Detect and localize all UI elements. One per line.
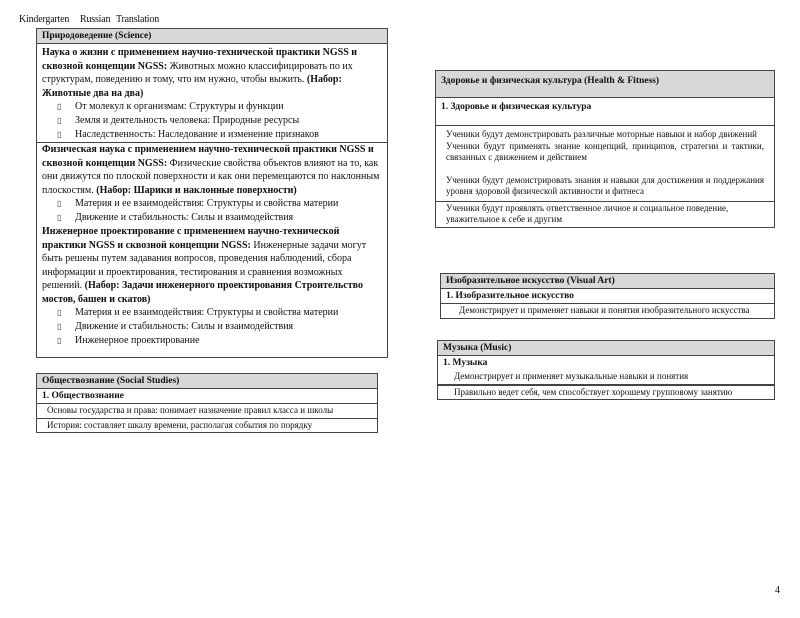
square-bullet-icon: ▯ <box>57 199 62 208</box>
table-row: Ученики будут проявлять ответственное личное и социальное поведение, уважительное к себе и другим <box>446 202 729 224</box>
visual-art-section <box>440 273 775 319</box>
square-bullet-icon: ▯ <box>57 322 62 331</box>
music-subhead: 1. Музыка <box>443 358 488 368</box>
list-item: ▯ Движение и стабильность: Силы и взаимодействия <box>57 321 294 332</box>
health-title: Здоровье и физическая культура (Health & Fitness) <box>436 71 774 98</box>
list-item: ▯ От молекул к организмам: Структуры и функции <box>57 101 284 112</box>
header-translation: Translation <box>116 14 159 25</box>
table-row: Основы государства и права: понимает назначение правил класса и школы <box>37 404 377 419</box>
physical-science-paragraph <box>37 143 387 197</box>
list-item: ▯ Инженерное проектирование <box>57 335 200 346</box>
life-science-kit: (Набор: Животные два на два) <box>42 74 342 99</box>
spacer <box>446 164 764 175</box>
science-section <box>36 28 388 358</box>
engineering-text: Инженерные задачи могут быть решены путем задавания вопросов, проведения наблюдений, сбора информации и проектирования, тестирования и сравнения возможных решений. <box>42 239 367 291</box>
health-section <box>435 70 775 228</box>
health-goal-1: Ученики будут демонстрировать различные моторные навыки и набор движений <box>446 129 757 139</box>
list-item: ▯ Движение и стабильность: Силы и взаимодействия <box>57 212 294 223</box>
square-bullet-icon: ▯ <box>57 102 62 111</box>
health-subhead: 1. Здоровье и физическая культура <box>436 98 774 126</box>
science-block-life <box>37 44 387 142</box>
music-title: Музыка (Music) <box>438 341 774 356</box>
social-studies-title: Обществознание (Social Studies) <box>37 374 377 389</box>
table-row: Демонстрирует и применяет навыки и понятия изобразительного искусства <box>459 305 750 315</box>
square-bullet-icon: ▯ <box>57 116 62 125</box>
engineering-lead: Инженерное проектирование с применением научно-технической практики NGSS и сквозной концепции NGSS: <box>42 226 340 251</box>
square-bullet-icon: ▯ <box>57 130 62 139</box>
list-item: ▯ Материя и ее взаимодействия: Структуры и свойства материи <box>57 307 339 318</box>
square-bullet-icon: ▯ <box>57 336 62 345</box>
engineering-kit: (Набор: Задачи инженерного проектирования Строительство мостов, башен и скатов) <box>42 280 363 305</box>
list-item: ▯ Материя и ее взаимодействия: Структуры и свойства материи <box>57 198 339 209</box>
table-row: История: составляет шкалу времени, располагая события по порядку <box>47 419 313 430</box>
health-goal-3: Ученики будут демонстрировать знания и навыки для достижения и поддержания уровня здоровой физической активности и фитнеса <box>446 174 764 196</box>
list-item: ▯ Наследственность: Наследование и изменение признаков <box>57 129 319 140</box>
square-bullet-icon: ▯ <box>57 213 62 222</box>
table-row: Правильно ведет себя, чем способствует хорошему групповому занятию <box>438 385 774 400</box>
list-item: ▯ Земля и деятельность человека: Природные ресурсы <box>57 115 300 126</box>
health-goal-2: Ученики будут применять знание концепций, принципов, стратегии и тактики, связанных с движением и действием <box>446 140 764 162</box>
social-studies-subhead: 1. Обществознание <box>37 389 377 404</box>
visual-art-title: Изобразительное искусство (Visual Art) <box>441 274 774 289</box>
physical-science-lead: Физическая наука с применением научно-технической практики NGSS и сквозной концепции NGSS: <box>42 144 374 169</box>
life-science-paragraph <box>37 46 387 100</box>
physical-science-kit: (Набор: Шарики и наклонные поверхности) <box>96 184 297 196</box>
page-number: 4 <box>775 585 780 596</box>
science-title: Природоведение (Science) <box>37 29 387 44</box>
visual-art-subhead: 1. Изобразительное искусство <box>441 289 774 304</box>
physical-science-text: Физические свойства объектов влияют на то, как они движутся по плоской поверхности и как они перемещаются по наклонным плоскостям. <box>42 157 380 196</box>
table-row <box>436 126 774 202</box>
music-section <box>437 340 775 400</box>
social-studies-section <box>36 373 378 433</box>
science-block-engineering <box>37 225 387 348</box>
engineering-paragraph <box>37 225 387 306</box>
life-science-text: Животных можно классифицировать по их структурам, поведению и тому, что им нужно, чтобы выжить. <box>42 60 353 85</box>
science-block-physical <box>37 143 387 225</box>
header-grade: Kindergarten <box>19 14 70 25</box>
life-science-lead: Наука о жизни с применением научно-технической практики NGSS и сквозной концепции NGSS: <box>42 47 358 72</box>
table-row: Демонстрирует и применяет музыкальные навыки и понятия <box>438 370 774 385</box>
header-language: Russian <box>80 14 111 25</box>
square-bullet-icon: ▯ <box>57 308 62 317</box>
